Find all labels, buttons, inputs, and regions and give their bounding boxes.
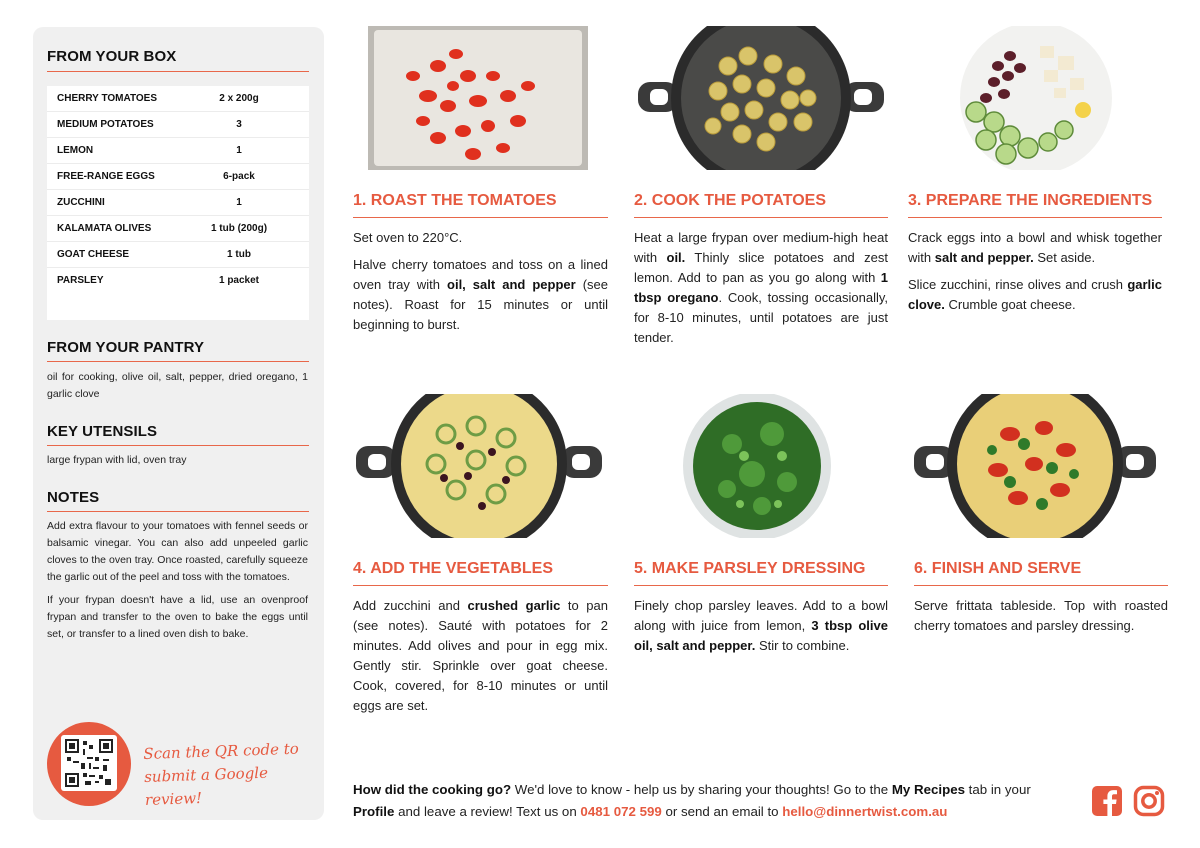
ingredient-qty: 1 (236, 145, 242, 156)
step-title: 1. ROAST THE TOMATOES (353, 192, 557, 209)
ingredient-qty: 1 tub (227, 249, 251, 260)
divider (634, 585, 888, 586)
step-instructions: Add zucchini and crushed garlic to pan (see notes). Sauté with potatoes for 2 minutes. Add olives and pour in egg mix. Gently stir. Sprinkle over goat cheese. Cook, covered, for 8-10 minutes or until eggs are set. (353, 598, 608, 713)
ingredient-row (47, 138, 309, 164)
profile-link[interactable]: Profile (353, 804, 395, 819)
roasted-tomatoes-photo (368, 26, 588, 170)
from-your-pantry-title: FROM YOUR PANTRY (47, 339, 205, 356)
ingredient-row (47, 242, 309, 268)
step-instructions: Serve frittata tableside. Top with roasted cherry tomatoes and parsley dressing. (914, 598, 1168, 633)
divider (353, 217, 608, 218)
divider (47, 361, 309, 362)
finished-frittata-photo (914, 394, 1160, 538)
divider (47, 445, 309, 446)
from-your-box-title: FROM YOUR BOX (47, 48, 177, 65)
qr-review-note: Scan the QR code to submit a Google review! (143, 739, 300, 809)
qr-code-icon[interactable] (61, 735, 117, 791)
note-paragraph: Add extra flavour to your tomatoes with fennel seeds or balsamic vinegar. You can also add unpeeled garlic cloves to the oven tray. Once roasted, carefully squeeze the garlic out of the peel and toss with the tomatoes. (47, 520, 308, 583)
phone-link[interactable]: 0481 072 599 (580, 804, 662, 819)
ingredient-name: CHERRY TOMATOES (57, 93, 158, 104)
ingredient-row (47, 164, 309, 190)
ingredient-row (47, 112, 309, 138)
ingredient-name: PARSLEY (57, 275, 104, 286)
facebook-icon[interactable] (1091, 785, 1123, 817)
ingredient-row (47, 216, 309, 242)
notes-text (47, 518, 308, 649)
divider (908, 217, 1162, 218)
notes-title: NOTES (47, 489, 100, 506)
note-paragraph: If your frypan doesn't have a lid, use an ovenproof frypan and transfer to the oven to bake the eggs until set, or transfer to a lined oven dish to bake. (47, 594, 308, 640)
box-ingredients-table (47, 86, 309, 320)
ingredient-name: MEDIUM POTATOES (57, 119, 154, 130)
ingredient-name: FREE-RANGE EGGS (57, 171, 155, 182)
step-title: 5. MAKE PARSLEY DRESSING (634, 560, 866, 577)
ingredient-qty: 1 (236, 197, 242, 208)
divider (914, 585, 1168, 586)
qr-badge (47, 722, 131, 806)
ingredient-row (47, 86, 309, 112)
step-instructions: Set oven to 220°C. Halve cherry tomatoes and toss on a lined oven tray with oil, salt and pepper (see notes). Roast for 15 minutes or until beginning to burst. (353, 230, 608, 332)
email-link[interactable]: hello@dinnertwist.com.au (782, 804, 948, 819)
step-title: 2. COOK THE POTATOES (634, 192, 827, 209)
step-instructions: Finely chop parsley leaves. Add to a bowl along with juice from lemon, 3 tbsp olive oil, salt and pepper. Stir to combine. (634, 598, 888, 653)
ingredient-name: LEMON (57, 145, 94, 156)
parsley-dressing-photo (682, 394, 832, 538)
divider (353, 585, 608, 586)
step-title: 3. PREPARE THE INGREDIENTS (908, 192, 1153, 209)
ingredient-qty: 6-pack (223, 171, 255, 182)
ingredients-sidebar (33, 27, 324, 820)
ingredient-name: KALAMATA OLIVES (57, 223, 152, 234)
step-instructions: Crack eggs into a bowl and whisk together with salt and pepper. Set aside. Slice zucchini, rinse olives and crush garlic clove. Crumble goat cheese. (908, 230, 1162, 312)
key-utensils-title: KEY UTENSILS (47, 423, 158, 440)
divider (634, 217, 888, 218)
instagram-icon[interactable] (1133, 785, 1165, 817)
ingredient-name: ZUCCHINI (57, 197, 105, 208)
ingredient-row (47, 190, 309, 216)
prepared-ingredients-photo (958, 26, 1114, 170)
step-title: 4. ADD THE VEGETABLES (353, 560, 554, 577)
ingredient-qty: 3 (236, 119, 242, 130)
divider (47, 71, 309, 72)
ingredient-qty: 2 x 200g (219, 93, 259, 104)
ingredient-name: GOAT CHEESE (57, 249, 130, 260)
pantry-text: oil for cooking, olive oil, salt, pepper, dried oregano, 1 garlic clove (47, 371, 308, 400)
step-instructions: Heat a large frypan over medium-high heat with oil. Thinly slice potatoes and zest lemon. Add to pan as you go along with 1 tbsp oregano. Cook, tossing occasionally, for 8-10 minutes, until potatoes are just tender. (634, 230, 888, 345)
my-recipes-link[interactable]: My Recipes (891, 782, 965, 797)
frittata-vegetables-photo (356, 394, 602, 538)
ingredient-qty: 1 packet (218, 275, 260, 286)
step-title: 6. FINISH AND SERVE (914, 560, 1082, 577)
divider (47, 511, 309, 512)
potatoes-pan-photo (638, 26, 884, 170)
ingredient-qty: 1 tub (200g) (210, 223, 268, 234)
utensils-text: large frypan with lid, oven tray (47, 454, 187, 466)
ingredient-row (47, 268, 309, 294)
review-footer: How did the cooking go? We'd love to know - help us by sharing your thoughts! Go to the My Recipes tab in your Profile and leave a review! Text us on 0481 072 599 or send an email to hello@dinnertwist.com.au (353, 782, 1031, 819)
